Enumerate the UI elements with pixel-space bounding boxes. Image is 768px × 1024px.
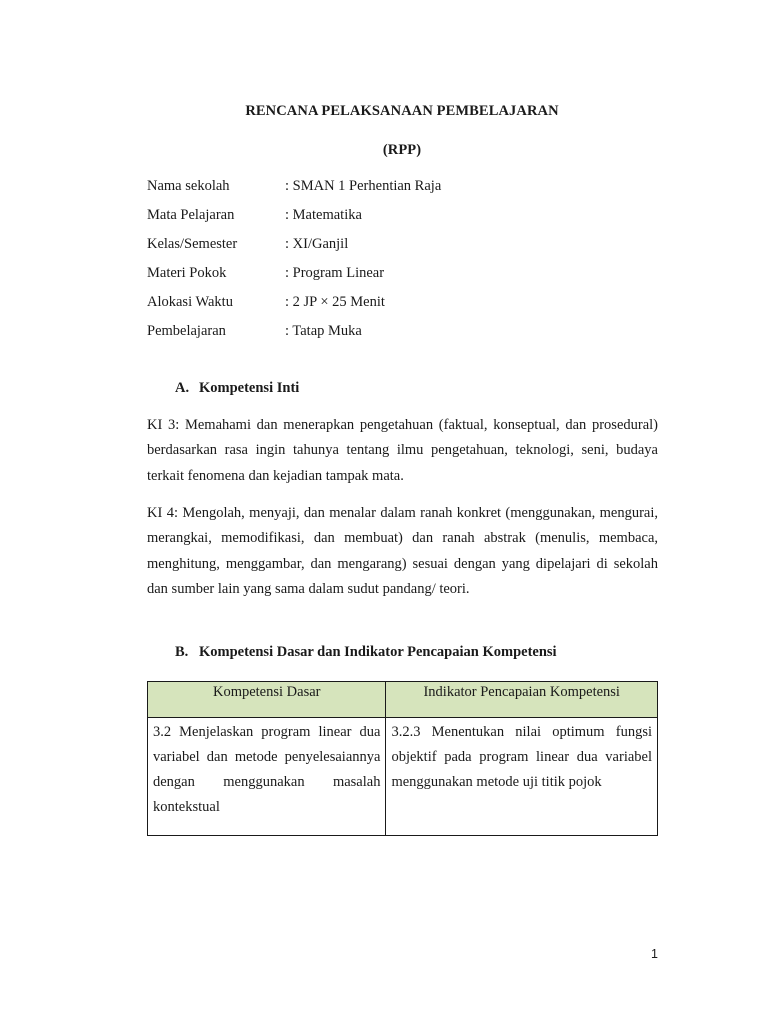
- info-label: Mata Pelajaran: [147, 207, 235, 223]
- table-header-row: [148, 682, 658, 718]
- table-row: [148, 718, 658, 836]
- document-subtitle: (RPP): [382, 142, 422, 158]
- info-value: : Tatap Muka: [285, 323, 362, 339]
- info-row-time-allocation: [147, 294, 667, 314]
- section-b-heading: [175, 644, 557, 661]
- info-row-school: [147, 178, 667, 198]
- info-value: : Matematika: [285, 207, 362, 223]
- info-row-learning-mode: [147, 323, 667, 343]
- info-value: : XI/Ganjil: [285, 236, 349, 252]
- ki3-paragraph: KI 3: Memahami dan menerapkan pengetahuan (faktual, konseptual, dan prosedural) berdasarkan rasa ingin tahunya tentang ilmu pengetahuan, teknologi, seni, budaya terkait fenomena dan kejadian tampak mata.: [147, 417, 658, 484]
- info-label: Nama sekolah: [147, 178, 230, 194]
- page-number: 1: [651, 947, 658, 961]
- info-label: Kelas/Semester: [147, 236, 238, 252]
- info-label: Pembelajaran: [147, 323, 226, 339]
- section-letter: A.: [175, 380, 190, 396]
- table-header-indicator: Indikator Pencapaian Kompetensi: [386, 682, 658, 718]
- info-value: : Program Linear: [285, 265, 385, 281]
- ki4-paragraph: KI 4: Mengolah, menyaji, dan menalar dalam ranah konkret (menggunakan, mengurai, merangkai, memodifikasi, dan membuat) dan ranah abstrak (menulis, membaca, menghitung, menggambar, dan mengarang) sesuai dengan yang dipelajari di sekolah dan sumber lain yang sama dalam sudut pandang/ teori.: [147, 505, 658, 597]
- info-row-class-semester: [147, 236, 667, 256]
- table-cell-indicator: 3.2.3 Menentukan nilai optimum fungsi objektif pada program linear dua variabel menggunakan metode uji titik pojok: [386, 718, 658, 836]
- info-value: : SMAN 1 Perhentian Raja: [285, 178, 442, 194]
- section-title: Kompetensi Dasar dan Indikator Pencapaian Kompetensi: [199, 644, 557, 660]
- info-row-topic: [147, 265, 667, 285]
- info-value: : 2 JP × 25 Menit: [285, 294, 385, 310]
- document-title: RENCANA PELAKSANAAN PEMBELAJARAN: [245, 103, 559, 119]
- section-a-heading: [175, 380, 299, 397]
- section-letter: B.: [175, 644, 189, 660]
- info-label: Materi Pokok: [147, 265, 227, 281]
- info-row-subject: [147, 207, 667, 227]
- table-header-basic-competency: Kompetensi Dasar: [148, 682, 386, 718]
- table-cell-basic-competency: 3.2 Menjelaskan program linear dua variabel dan metode penyelesaiannya dengan menggunakan masalah kontekstual: [148, 718, 386, 836]
- section-title: Kompetensi Inti: [199, 380, 300, 396]
- competency-table: [147, 681, 658, 836]
- info-label: Alokasi Waktu: [147, 294, 233, 310]
